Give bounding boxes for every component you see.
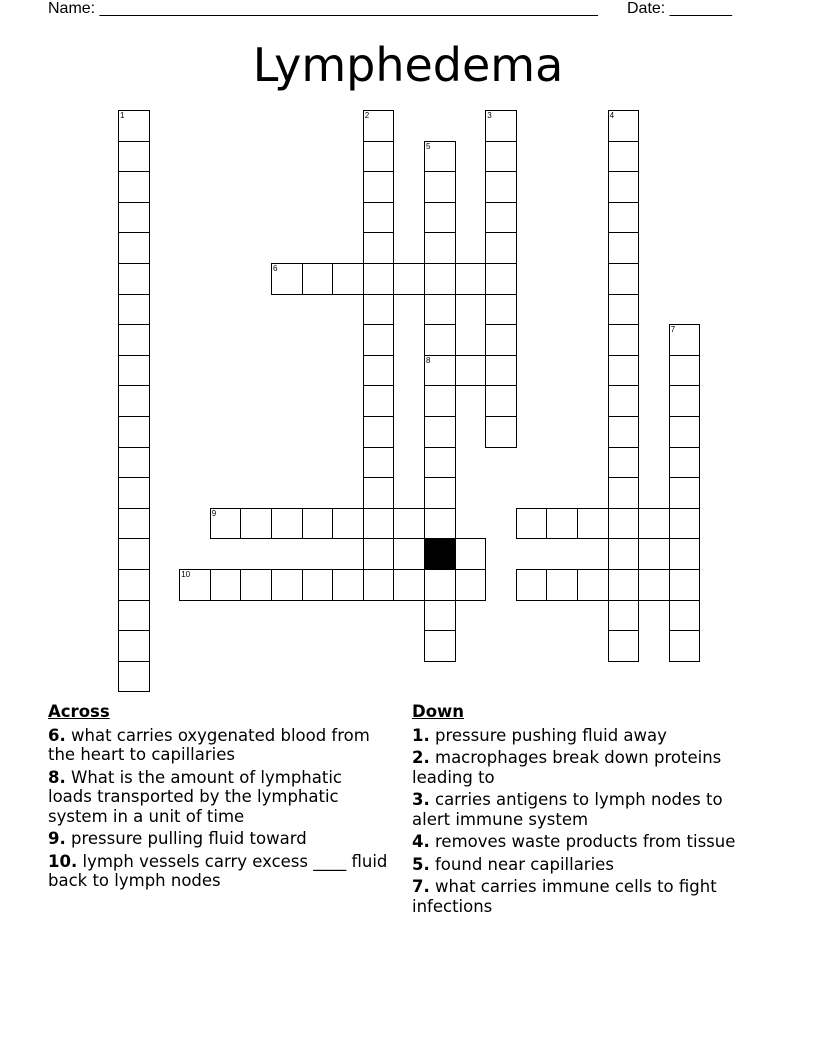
clue-number: 10.: [48, 851, 78, 871]
grid-cell[interactable]: [179, 569, 211, 601]
clue-text: lymph vessels carry excess ____ fluid back to lymph nodes: [48, 851, 388, 890]
grid-cell[interactable]: [669, 508, 701, 540]
grid-cell[interactable]: [485, 202, 517, 234]
grid-cell[interactable]: [608, 171, 640, 203]
grid-cell[interactable]: [118, 202, 150, 234]
grid-cell[interactable]: [118, 232, 150, 264]
grid-cell[interactable]: [424, 202, 456, 234]
grid-cell[interactable]: [608, 538, 640, 570]
clue-down-5: [412, 855, 757, 875]
grid-cell[interactable]: [669, 385, 701, 417]
grid-cell[interactable]: [485, 416, 517, 448]
clue-down-2: [412, 748, 757, 787]
grid-cell[interactable]: [118, 661, 150, 693]
down-heading: Down: [412, 702, 465, 721]
grid-cell[interactable]: [118, 110, 150, 142]
grid-cell[interactable]: [118, 477, 150, 509]
grid-cell[interactable]: [669, 324, 701, 356]
clue-number-label: 8: [426, 355, 431, 365]
grid-cell[interactable]: [424, 232, 456, 264]
grid-cell[interactable]: [393, 508, 425, 540]
grid-cell[interactable]: [608, 447, 640, 479]
grid-cell[interactable]: [118, 569, 150, 601]
clue-text: removes waste products from tissue: [435, 832, 736, 851]
grid-cell[interactable]: [118, 294, 150, 326]
clue-text: pressure pushing fluid away: [435, 725, 667, 745]
grid-cell[interactable]: [118, 447, 150, 479]
grid-cell[interactable]: [332, 569, 364, 601]
clue-down-4: [412, 832, 757, 852]
grid-cell[interactable]: [393, 569, 425, 601]
grid-cell[interactable]: [608, 630, 640, 662]
clue-number: 1.: [412, 725, 430, 745]
grid-cell[interactable]: [424, 355, 456, 387]
grid-cell[interactable]: [577, 508, 609, 540]
clue-number: 2.: [412, 748, 430, 767]
grid-cell[interactable]: [546, 508, 578, 540]
grid-cell[interactable]: [608, 416, 640, 448]
grid-cell[interactable]: [118, 355, 150, 387]
grid-cell[interactable]: [608, 600, 640, 632]
grid-cell[interactable]: [485, 324, 517, 356]
grid-cell[interactable]: [271, 569, 303, 601]
grid-cell[interactable]: [608, 232, 640, 264]
clue-number: 3.: [412, 790, 430, 809]
clue-number-label: 4: [609, 111, 615, 120]
grid-cell[interactable]: [424, 447, 456, 479]
grid-cell[interactable]: [608, 202, 640, 234]
grid-cell[interactable]: [363, 385, 395, 417]
grid-cell[interactable]: [424, 171, 456, 203]
clue-text: found near capillaries: [435, 854, 614, 874]
grid-cell[interactable]: [455, 263, 487, 295]
grid-cell[interactable]: [118, 385, 150, 417]
grid-cell[interactable]: [608, 355, 640, 387]
clue-number: 4.: [412, 832, 430, 851]
clue-across-9: [48, 829, 388, 849]
grid-cell[interactable]: [118, 416, 150, 448]
name-field[interactable]: Name: ________________________________________________________: [48, 0, 598, 17]
grid-cell[interactable]: [332, 263, 364, 295]
grid-cell[interactable]: [516, 569, 548, 601]
clue-text: carries antigens to lymph nodes to alert immune system: [412, 790, 723, 829]
grid-cell[interactable]: [485, 171, 517, 203]
clue-number-label: 10: [181, 570, 191, 579]
grid-cell[interactable]: [608, 477, 640, 509]
grid-cell[interactable]: [118, 538, 150, 570]
grid-cell[interactable]: [424, 630, 456, 662]
grid-cell[interactable]: [363, 355, 395, 387]
grid-cell[interactable]: [363, 508, 395, 540]
clue-text: what carries immune cells to fight infections: [412, 877, 717, 916]
grid-cell[interactable]: [363, 447, 395, 479]
clue-number: 5.: [412, 854, 430, 874]
grid-cell[interactable]: [485, 232, 517, 264]
grid-cell[interactable]: [546, 569, 578, 601]
clue-across-8: [48, 768, 388, 827]
clue-number-label: 6: [273, 264, 278, 273]
grid-cell[interactable]: [363, 324, 395, 356]
grid-cell[interactable]: [271, 263, 303, 295]
grid-cell[interactable]: [118, 171, 150, 203]
grid-cell[interactable]: [669, 447, 701, 479]
clue-text: pressure pulling fluid toward: [71, 829, 307, 848]
clue-text: macrophages break down proteins leading to: [412, 748, 722, 787]
grid-cell[interactable]: [608, 508, 640, 540]
grid-cell[interactable]: [240, 508, 272, 540]
clue-number-label: 5: [426, 141, 431, 151]
date-field[interactable]: Date: _______: [627, 0, 732, 17]
down-clues: [412, 702, 757, 919]
clue-number: 9.: [48, 829, 66, 848]
grid-cell[interactable]: [669, 477, 701, 509]
page-title: Lymphedema: [252, 38, 564, 92]
grid-cell[interactable]: [424, 385, 456, 417]
grid-cell[interactable]: [271, 508, 303, 540]
grid-cell[interactable]: [424, 569, 456, 601]
grid-cell[interactable]: [363, 294, 395, 326]
grid-cell[interactable]: [424, 508, 456, 540]
grid-cell[interactable]: [118, 600, 150, 632]
grid-cell[interactable]: [118, 630, 150, 662]
grid-cell[interactable]: [577, 569, 609, 601]
across-heading: Across: [48, 702, 110, 721]
grid-cell[interactable]: [393, 538, 425, 570]
grid-cell[interactable]: [424, 141, 456, 173]
grid-cell[interactable]: [485, 355, 517, 387]
grid-cell[interactable]: [302, 263, 334, 295]
grid-cell[interactable]: [118, 324, 150, 356]
grid-cell[interactable]: [363, 538, 395, 570]
grid-cell[interactable]: [363, 569, 395, 601]
grid-cell[interactable]: [608, 569, 640, 601]
grid-cell[interactable]: [210, 508, 242, 540]
grid-cell[interactable]: [118, 263, 150, 295]
grid-cell[interactable]: [363, 477, 395, 509]
grid-cell[interactable]: [669, 416, 701, 448]
clue-text: What is the amount of lymphatic loads transported by the lymphatic system in a unit of time: [48, 767, 342, 826]
clue-down-7: [412, 877, 757, 916]
grid-cell[interactable]: [424, 324, 456, 356]
grid-cell[interactable]: [363, 141, 395, 173]
black-cell: [424, 538, 456, 570]
clue-text: what carries oxygenated blood from the heart to capillaries: [48, 725, 370, 764]
grid-cell[interactable]: [485, 263, 517, 295]
clue-number-label: 9: [211, 508, 217, 518]
clue-down-3: [412, 790, 757, 829]
clue-across-6: [48, 726, 388, 765]
clue-across-10: [48, 852, 388, 891]
grid-cell[interactable]: [669, 569, 701, 601]
grid-cell[interactable]: [638, 508, 670, 540]
grid-cell[interactable]: [240, 569, 272, 601]
clue-down-1: [412, 726, 757, 746]
clue-number: 6.: [48, 725, 66, 745]
grid-cell[interactable]: [608, 294, 640, 326]
grid-cell[interactable]: [455, 569, 487, 601]
grid-cell[interactable]: [608, 110, 640, 142]
grid-cell[interactable]: [608, 141, 640, 173]
across-clues: [48, 702, 388, 894]
grid-cell[interactable]: [424, 263, 456, 295]
grid-cell[interactable]: [210, 569, 242, 601]
clue-number: 7.: [412, 877, 430, 896]
grid-cell[interactable]: [424, 416, 456, 448]
grid-cell[interactable]: [608, 385, 640, 417]
grid-cell[interactable]: [363, 232, 395, 264]
grid-cell[interactable]: [516, 508, 548, 540]
grid-cell[interactable]: [302, 569, 334, 601]
grid-cell[interactable]: [118, 141, 150, 173]
grid-cell[interactable]: [485, 385, 517, 417]
grid-cell[interactable]: [363, 263, 395, 295]
grid-cell[interactable]: [669, 355, 701, 387]
grid-cell[interactable]: [302, 508, 334, 540]
clue-number-label: 3: [487, 111, 492, 120]
grid-cell[interactable]: [363, 110, 395, 142]
grid-cell[interactable]: [608, 324, 640, 356]
grid-cell[interactable]: [363, 171, 395, 203]
grid-cell[interactable]: [118, 508, 150, 540]
grid-cell[interactable]: [332, 508, 364, 540]
grid-cell[interactable]: [669, 538, 701, 570]
grid-cell[interactable]: [485, 110, 517, 142]
grid-cell[interactable]: [424, 477, 456, 509]
clue-number-label: 2: [364, 111, 370, 120]
clue-number: 8.: [48, 767, 66, 787]
grid-cell[interactable]: [455, 355, 487, 387]
grid-cell[interactable]: [424, 294, 456, 326]
grid-cell[interactable]: [485, 294, 517, 326]
grid-cell[interactable]: [669, 600, 701, 632]
grid-cell[interactable]: [393, 263, 425, 295]
grid-cell[interactable]: [669, 630, 701, 662]
clue-number-label: 7: [670, 325, 676, 335]
grid-cell[interactable]: [424, 600, 456, 632]
grid-cell[interactable]: [485, 141, 517, 173]
grid-cell[interactable]: [363, 416, 395, 448]
clue-number-label: 1: [120, 111, 125, 120]
grid-cell[interactable]: [363, 202, 395, 234]
grid-cell[interactable]: [638, 569, 670, 601]
grid-cell[interactable]: [455, 538, 487, 570]
grid-cell[interactable]: [608, 263, 640, 295]
